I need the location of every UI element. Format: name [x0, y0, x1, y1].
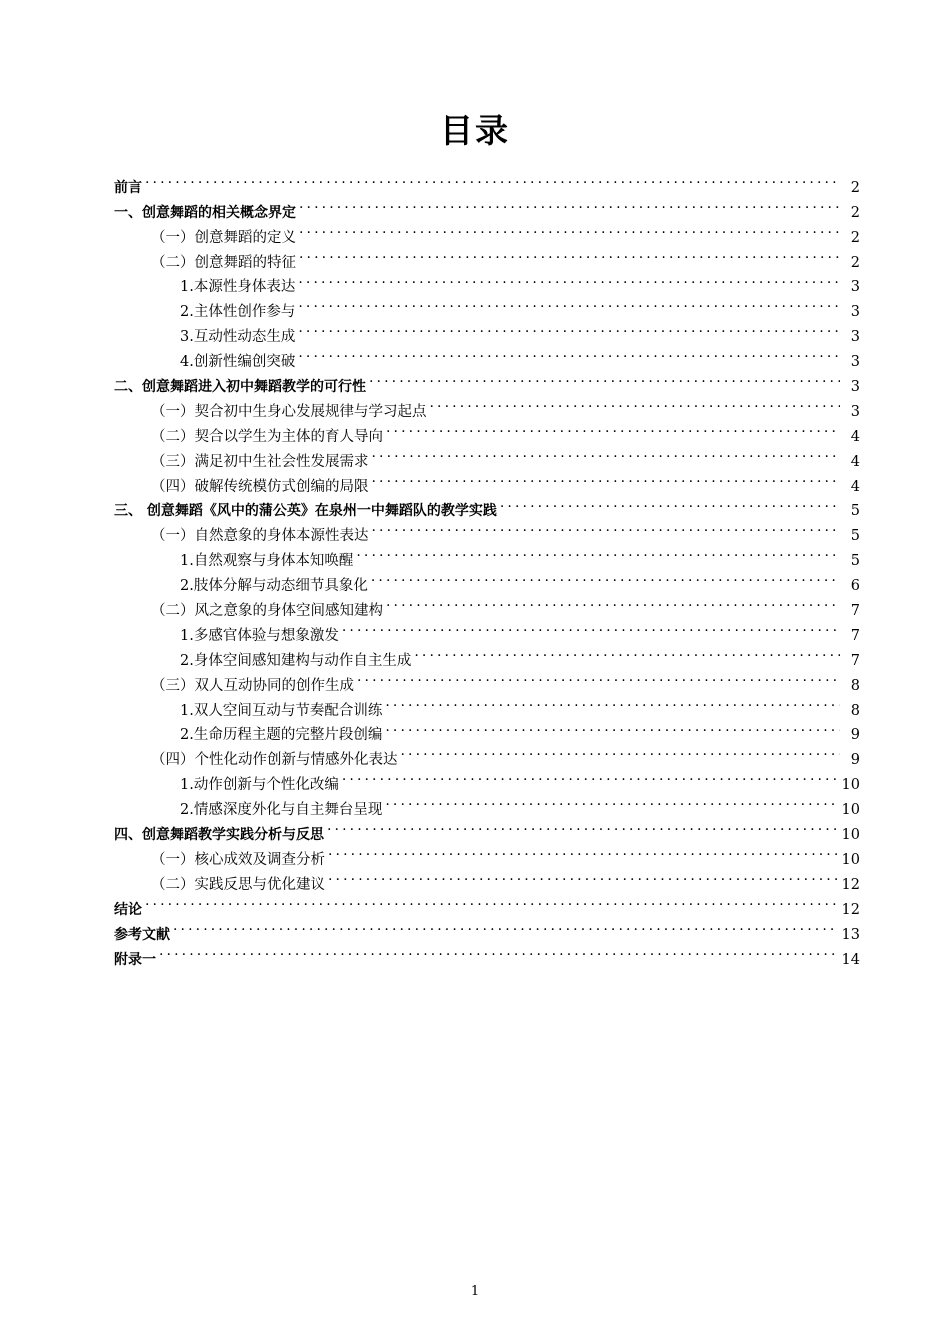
- toc-entry[interactable]: [114, 167, 860, 196]
- toc-dot-leader: [298, 267, 840, 292]
- toc-entry-title: 四、创意舞蹈教学实践分析与反思: [114, 827, 324, 844]
- toc-dot-leader: [145, 889, 838, 914]
- toc-dot-leader: [342, 615, 840, 640]
- toc-entry-page-number: 3: [850, 304, 860, 321]
- toc-entry-title: 前言: [114, 179, 142, 196]
- toc-dot-leader: [401, 739, 841, 764]
- toc-entry-title: 4.创新性编创突破: [180, 354, 296, 371]
- toc-entry[interactable]: [114, 889, 860, 918]
- toc-entry-title: 一、创意舞蹈的相关概念界定: [114, 204, 296, 221]
- toc-entry-title: 2.情感深度外化与自主舞台呈现: [180, 802, 383, 819]
- toc-entry-title: 1.双人空间互动与节奏配合训练: [180, 702, 383, 719]
- toc-entry-page-number: 12: [841, 901, 860, 918]
- toc-title: 目录: [440, 111, 510, 150]
- toc-dot-leader: [430, 391, 841, 416]
- toc-entry-title: 2.身体空间感知建构与动作自主生成: [180, 652, 412, 669]
- toc-entry-title: 参考文献: [114, 926, 170, 943]
- toc-entry-page-number: 5: [850, 503, 860, 520]
- toc-entry-page-number: 5: [850, 553, 860, 570]
- toc-entry-page-number: 3: [850, 279, 860, 296]
- toc-entry-title: （四）破解传统模仿式创编的局限: [151, 478, 369, 495]
- toc-entry-page-number: 4: [850, 453, 860, 470]
- toc-dot-leader: [342, 764, 838, 789]
- toc-entry-title: 1.自然观察与身体本知唤醒: [180, 553, 354, 570]
- toc-dot-leader: [298, 316, 840, 341]
- toc-dot-leader: [372, 466, 841, 491]
- toc-entry-page-number: 2: [850, 204, 860, 221]
- toc-dot-leader: [299, 242, 840, 267]
- toc-entry-title: （四）个性化动作创新与情感外化表达: [151, 752, 398, 769]
- toc-entry-title: （二）契合以学生为主体的育人导向: [151, 428, 383, 445]
- toc-entry-page-number: 8: [850, 702, 860, 719]
- toc-entry-page-number: 3: [850, 354, 860, 371]
- toc-entry-title: （一）核心成效及调查分析: [151, 851, 325, 868]
- toc-dot-leader: [145, 167, 840, 192]
- toc-entry-page-number: 9: [850, 727, 860, 744]
- toc-entry-title: 2.生命历程主题的完整片段创编: [180, 727, 383, 744]
- toc-entry-title: 2.肢体分解与动态细节具象化: [180, 578, 368, 595]
- toc-dot-leader: [327, 814, 838, 839]
- toc-entry-title: 结论: [114, 901, 142, 918]
- toc-dot-leader: [298, 341, 840, 366]
- toc-dot-leader: [328, 864, 838, 889]
- toc-entry-title: （三）满足初中生社会性发展需求: [151, 453, 369, 470]
- toc-dot-leader: [357, 665, 840, 690]
- toc-entry-title: （二）创意舞蹈的特征: [151, 254, 296, 271]
- toc-dot-leader: [328, 839, 838, 864]
- toc-dot-leader: [159, 939, 838, 964]
- toc-entry-page-number: 4: [850, 478, 860, 495]
- toc-dot-leader: [500, 491, 840, 516]
- toc-entry-title: 三、 创意舞蹈《风中的蒲公英》在泉州一中舞蹈队的教学实践: [114, 503, 497, 520]
- toc-entry-title: （一）自然意象的身体本源性表达: [151, 528, 369, 545]
- toc-dot-leader: [385, 690, 840, 715]
- toc-entry-page-number: 2: [850, 254, 860, 271]
- toc-entry-page-number: 10: [841, 851, 860, 868]
- toc-dot-leader: [386, 416, 840, 441]
- toc-entry-page-number: 12: [841, 876, 860, 893]
- toc-dot-leader: [356, 540, 840, 565]
- toc-entry-page-number: 7: [850, 603, 860, 620]
- toc-entry-page-number: 9: [850, 752, 860, 769]
- toc-entry-page-number: 3: [850, 379, 860, 396]
- toc-dot-leader: [298, 291, 840, 316]
- toc-entry-title: 1.动作创新与个性化改编: [180, 777, 339, 794]
- toc-entry-title: （二）风之意象的身体空间感知建构: [151, 603, 383, 620]
- toc-entry-page-number: 10: [841, 777, 860, 794]
- toc-entry-page-number: 3: [850, 403, 860, 420]
- toc-entry-title: （一）创意舞蹈的定义: [151, 229, 296, 246]
- toc-entry[interactable]: [114, 192, 860, 221]
- toc-dot-leader: [369, 366, 840, 391]
- toc-dot-leader: [386, 590, 840, 615]
- toc-entry-page-number: 10: [841, 827, 860, 844]
- toc-entry-page-number: 13: [841, 926, 860, 943]
- toc-dot-leader: [173, 914, 838, 939]
- toc-entry-page-number: 6: [850, 578, 860, 595]
- toc-entry-page-number: 2: [850, 179, 860, 196]
- toc-entry[interactable]: [114, 914, 860, 943]
- toc-entry-page-number: 2: [850, 229, 860, 246]
- toc-entry-title: 1.多感官体验与想象激发: [180, 627, 339, 644]
- toc-entry-page-number: 7: [850, 627, 860, 644]
- toc-list: [114, 167, 860, 968]
- toc-dot-leader: [385, 715, 840, 740]
- toc-dot-leader: [385, 789, 837, 814]
- toc-dot-leader: [414, 640, 840, 665]
- toc-entry[interactable]: [114, 939, 860, 968]
- toc-entry-title: 1.本源性身体表达: [180, 279, 296, 296]
- toc-entry-page-number: 10: [841, 802, 860, 819]
- toc-dot-leader: [372, 515, 841, 540]
- toc-dot-leader: [299, 217, 840, 242]
- toc-entry-page-number: 5: [850, 528, 860, 545]
- toc-entry-title: 2.主体性创作参与: [180, 304, 296, 321]
- toc-entry-page-number: 14: [841, 951, 860, 968]
- toc-dot-leader: [299, 192, 840, 217]
- toc-entry-page-number: 4: [850, 428, 860, 445]
- toc-dot-leader: [372, 441, 841, 466]
- toc-dot-leader: [371, 565, 840, 590]
- toc-entry-title: （一）契合初中生身心发展规律与学习起点: [151, 403, 427, 420]
- toc-entry-title: 二、创意舞蹈进入初中舞蹈教学的可行性: [114, 379, 366, 396]
- toc-entry-title: （三）双人互动协同的创作生成: [151, 677, 354, 694]
- toc-entry-page-number: 7: [850, 652, 860, 669]
- toc-entry-title: 3.互动性动态生成: [180, 329, 296, 346]
- toc-entry-title: 附录一: [114, 951, 156, 968]
- page-number: 1: [470, 1284, 480, 1299]
- toc-entry-title: （二）实践反思与优化建议: [151, 876, 325, 893]
- toc-entry-page-number: 8: [850, 677, 860, 694]
- toc-entry-page-number: 3: [850, 329, 860, 346]
